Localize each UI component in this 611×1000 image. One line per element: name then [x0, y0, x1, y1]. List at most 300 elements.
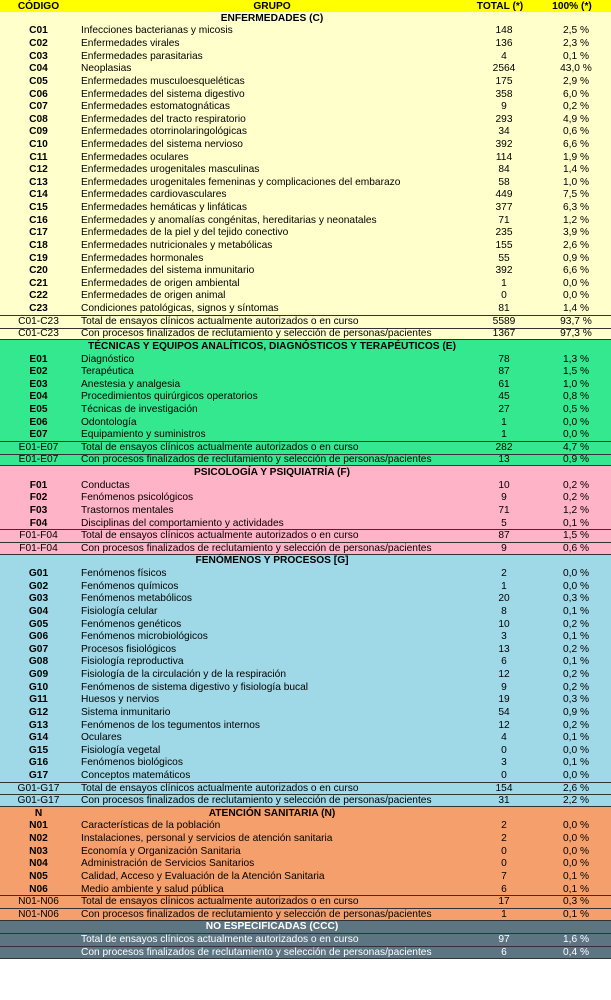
- row-total: 78: [498, 353, 510, 365]
- total-row: [0, 529, 611, 542]
- row-total: 1: [501, 580, 507, 592]
- row-total: 71: [498, 214, 510, 226]
- section-title: ATENCIÓN SANITARIA (N): [208, 807, 336, 819]
- row-group-name: Fisiología vegetal: [81, 744, 161, 756]
- row-percent: 0,0 %: [562, 580, 590, 592]
- row-group-name: Fisiología reproductiva: [81, 656, 184, 668]
- header-total: TOTAL (*): [476, 0, 524, 12]
- row-total: 54: [498, 706, 510, 718]
- row-percent: 0,0 %: [562, 429, 590, 441]
- row-group-name: Procesos fisiológicos: [81, 643, 177, 655]
- row-code: N02: [29, 833, 48, 845]
- header-codigo: CÓDIGO: [17, 0, 60, 12]
- row-code: C12: [29, 164, 48, 176]
- row-group-name: Enfermedades de origen animal: [81, 290, 226, 302]
- row-percent: 1,5 %: [562, 366, 590, 378]
- row-group-name: Fenómenos químicos: [81, 580, 179, 592]
- row-group-name: Conceptos matemáticos: [81, 769, 191, 781]
- row-group-name: Instalaciones, personal y servicios de atención sanitaria: [81, 833, 333, 845]
- row-code: G16: [28, 757, 49, 769]
- row-percent: 6,6 %: [562, 138, 590, 150]
- total-code: C01-C23: [18, 315, 59, 327]
- table-row: [0, 214, 611, 227]
- row-group-name: Enfermedades de la piel y del tejido conectivo: [81, 227, 289, 239]
- row-total: 20: [498, 593, 510, 605]
- row-percent: 43,0 %: [560, 63, 592, 75]
- row-total: 155: [495, 239, 513, 251]
- row-code: F02: [29, 492, 48, 504]
- row-code: C04: [29, 63, 48, 75]
- row-percent: 0,9 %: [562, 252, 590, 264]
- row-code: N01: [29, 820, 48, 832]
- total-value: 154: [495, 782, 513, 794]
- row-code: C21: [29, 277, 48, 289]
- section-title: NO ESPECIFICADAS (CCC): [205, 921, 339, 933]
- row-group-name: Enfermedades oculares: [81, 151, 189, 163]
- row-percent: 1,3 %: [562, 353, 590, 365]
- row-percent: 2,5 %: [562, 25, 590, 37]
- row-total: 34: [498, 126, 510, 138]
- total-code: E01-E07: [18, 454, 59, 466]
- row-group-name: Enfermedades del sistema inmunitario: [81, 265, 255, 277]
- row-group-name: Enfermedades del tracto respiratorio: [81, 113, 246, 125]
- row-total: 3: [501, 757, 507, 769]
- table-row: [0, 138, 611, 151]
- row-total: 0: [501, 845, 507, 857]
- row-code: E03: [29, 378, 48, 390]
- row-percent: 0,1 %: [562, 631, 590, 643]
- row-total: 175: [495, 75, 513, 87]
- row-total: 293: [495, 113, 513, 125]
- total-percent: 1,5 %: [562, 530, 590, 542]
- table-row: [0, 75, 611, 88]
- row-total: 377: [495, 202, 513, 214]
- row-percent: 3,9 %: [562, 227, 590, 239]
- total-percent: 2,6 %: [562, 782, 590, 794]
- row-total: 4: [501, 50, 507, 62]
- row-code: G03: [28, 593, 49, 605]
- row-total: 2: [501, 568, 507, 580]
- row-percent: 6,3 %: [562, 202, 590, 214]
- row-total: 392: [495, 138, 513, 150]
- row-total: 0: [501, 290, 507, 302]
- table-row: [0, 163, 611, 176]
- row-percent: 0,2 %: [562, 492, 590, 504]
- row-percent: 2,9 %: [562, 75, 590, 87]
- total-row: [0, 315, 611, 328]
- row-code: G17: [28, 769, 49, 781]
- row-total: 4: [501, 732, 507, 744]
- row-percent: 0,1 %: [562, 656, 590, 668]
- table-row: [0, 428, 611, 441]
- row-group-name: Enfermedades cardiovasculares: [81, 189, 227, 201]
- row-total: 87: [498, 366, 510, 378]
- total-percent: 1,6 %: [562, 934, 590, 946]
- row-group-name: Sistema inmunitario: [81, 706, 171, 718]
- table-row: [0, 50, 611, 63]
- table-row: [0, 378, 611, 391]
- total-label: Total de ensayos clínicos actualmente autorizados o en curso: [81, 315, 359, 327]
- total-value: 6: [501, 946, 507, 958]
- row-code: C20: [29, 265, 48, 277]
- total-code: E01-E07: [18, 441, 59, 453]
- row-code: C03: [29, 50, 48, 62]
- row-percent: 0,2 %: [562, 669, 590, 681]
- row-total: 2564: [492, 63, 516, 75]
- row-percent: 0,1 %: [562, 883, 590, 895]
- row-total: 2: [501, 833, 507, 845]
- row-percent: 6,0 %: [562, 88, 590, 100]
- table-row: [0, 62, 611, 75]
- table-row: [0, 25, 611, 38]
- row-total: 0: [501, 769, 507, 781]
- total-value: 87: [498, 530, 510, 542]
- row-group-name: Medio ambiente y salud pública: [81, 883, 224, 895]
- row-group-name: Economía y Organización Sanitaria: [81, 845, 241, 857]
- total-percent: 0,9 %: [562, 454, 590, 466]
- row-percent: 0,0 %: [562, 568, 590, 580]
- row-percent: 0,0 %: [562, 769, 590, 781]
- row-percent: 6,6 %: [562, 265, 590, 277]
- row-group-name: Equipamiento y suministros: [81, 429, 206, 441]
- row-percent: 1,2 %: [562, 214, 590, 226]
- total-value: 13: [498, 454, 510, 466]
- row-code: G01: [28, 568, 49, 580]
- row-percent: 1,0 %: [562, 176, 590, 188]
- table-row: [0, 239, 611, 252]
- section-title-row: [0, 807, 611, 820]
- total-label: Total de ensayos clínicos actualmente autorizados o en curso: [81, 934, 359, 946]
- row-code: G07: [28, 643, 49, 655]
- row-total: 3: [501, 631, 507, 643]
- total-value: 5589: [492, 315, 516, 327]
- table-row: [0, 731, 611, 744]
- row-percent: 1,4 %: [562, 303, 590, 315]
- row-code: G12: [28, 706, 49, 718]
- row-group-name: Fenómenos psicológicos: [81, 492, 194, 504]
- row-total: 449: [495, 189, 513, 201]
- row-code: G14: [28, 732, 49, 744]
- row-percent: 0,0 %: [562, 845, 590, 857]
- row-code: C06: [29, 88, 48, 100]
- total-code: C01-C23: [18, 328, 59, 340]
- total-label: Con procesos finalizados de reclutamiento y selección de personas/pacientes: [81, 542, 432, 554]
- section-title: ENFERMEDADES (C): [220, 12, 324, 24]
- table-row: [0, 593, 611, 606]
- row-group-name: Calidad, Acceso y Evaluación de la Atención Sanitaria: [81, 870, 325, 882]
- row-code: C19: [29, 252, 48, 264]
- row-code: G10: [28, 681, 49, 693]
- table-row: [0, 290, 611, 303]
- row-group-name: Enfermedades de origen ambiental: [81, 277, 240, 289]
- row-percent: 0,1 %: [562, 732, 590, 744]
- table-row: [0, 681, 611, 694]
- row-group-name: Fenómenos físicos: [81, 568, 167, 580]
- row-code: C10: [29, 138, 48, 150]
- total-code: G01-G17: [17, 795, 60, 807]
- table-row: [0, 391, 611, 404]
- total-label: Con procesos finalizados de reclutamiento y selección de personas/pacientes: [81, 328, 432, 340]
- table-row: [0, 883, 611, 896]
- row-group-name: Fisiología de la circulación y de la respiración: [81, 669, 286, 681]
- row-group-name: Fenómenos de los tegumentos internos: [81, 719, 260, 731]
- table-row: [0, 706, 611, 719]
- table-row: [0, 37, 611, 50]
- table-row: [0, 845, 611, 858]
- row-percent: 0,2 %: [562, 479, 590, 491]
- row-total: 6: [501, 656, 507, 668]
- row-code: C23: [29, 303, 48, 315]
- row-code: G02: [28, 580, 49, 592]
- section-title-row: [0, 340, 611, 353]
- row-code: C07: [29, 101, 48, 113]
- table-row: [0, 643, 611, 656]
- row-total: 9: [501, 101, 507, 113]
- row-total: 148: [495, 25, 513, 37]
- header-grupo: GRUPO: [253, 0, 291, 12]
- table-row: [0, 492, 611, 505]
- total-label: Con procesos finalizados de reclutamiento y selección de personas/pacientes: [81, 454, 432, 466]
- row-code: G04: [28, 605, 49, 617]
- row-code: C09: [29, 126, 48, 138]
- row-total: 1: [501, 416, 507, 428]
- total-percent: 97,3 %: [560, 328, 592, 340]
- table-row: [0, 580, 611, 593]
- row-total: 235: [495, 227, 513, 239]
- table-row: [0, 668, 611, 681]
- row-percent: 7,5 %: [562, 189, 590, 201]
- table-row: [0, 403, 611, 416]
- table-row: [0, 630, 611, 643]
- row-total: 13: [498, 643, 510, 655]
- row-percent: 0,8 %: [562, 391, 590, 403]
- total-percent: 0,1 %: [562, 908, 590, 920]
- row-total: 10: [498, 479, 510, 491]
- table-row: [0, 353, 611, 366]
- table-row: [0, 302, 611, 315]
- row-total: 12: [498, 719, 510, 731]
- table-row: [0, 479, 611, 492]
- total-percent: 0,4 %: [562, 946, 590, 958]
- row-code: C15: [29, 202, 48, 214]
- row-code: E01: [29, 353, 48, 365]
- row-code: C05: [29, 75, 48, 87]
- total-label: Con procesos finalizados de reclutamiento y selección de personas/pacientes: [81, 795, 432, 807]
- row-group-name: Fisiología celular: [81, 605, 158, 617]
- row-group-name: Fenómenos de sistema digestivo y fisiología bucal: [81, 681, 309, 693]
- row-total: 136: [495, 38, 513, 50]
- table-row: [0, 567, 611, 580]
- row-total: 7: [501, 870, 507, 882]
- section-title-row: [0, 921, 611, 934]
- total-code: N01-N06: [18, 896, 59, 908]
- total-value: 282: [495, 441, 513, 453]
- total-percent: 2,2 %: [562, 795, 590, 807]
- table-row: [0, 719, 611, 732]
- row-percent: 0,0 %: [562, 290, 590, 302]
- row-code: G13: [28, 719, 49, 731]
- row-percent: 0,1 %: [562, 870, 590, 882]
- total-code: G01-G17: [17, 782, 60, 794]
- table-row: [0, 517, 611, 530]
- row-group-name: Huesos y nervios: [81, 694, 160, 706]
- row-code: E06: [29, 416, 48, 428]
- total-percent: 4,7 %: [562, 441, 590, 453]
- table-row: [0, 744, 611, 757]
- row-group-name: Enfermedades del sistema nervioso: [81, 138, 243, 150]
- row-group-name: Enfermedades hemáticas y linfáticas: [81, 202, 247, 214]
- row-group-name: Odontología: [81, 416, 137, 428]
- table-row: [0, 870, 611, 883]
- row-percent: 0,1 %: [562, 605, 590, 617]
- row-percent: 0,3 %: [562, 694, 590, 706]
- total-value: 97: [498, 934, 510, 946]
- section-title: PSICOLOGÍA Y PSIQUIATRÍA (F): [193, 467, 351, 479]
- total-row: [0, 441, 611, 454]
- total-code: F01-F04: [19, 530, 58, 542]
- row-group-name: Condiciones patológicas, signos y síntomas: [81, 303, 279, 315]
- row-total: 6: [501, 883, 507, 895]
- row-group-name: Fenómenos biológicos: [81, 757, 183, 769]
- table-row: [0, 88, 611, 101]
- table-row: [0, 100, 611, 113]
- row-group-name: Fenómenos genéticos: [81, 618, 182, 630]
- row-percent: 2,3 %: [562, 38, 590, 50]
- total-value: 31: [498, 795, 510, 807]
- row-total: 0: [501, 744, 507, 756]
- row-group-name: Infecciones bacterianas y micosis: [81, 25, 233, 37]
- row-code: F04: [29, 517, 48, 529]
- row-group-name: Neoplasias: [81, 63, 132, 75]
- row-percent: 0,3 %: [562, 593, 590, 605]
- section-title-row: [0, 555, 611, 568]
- row-code: C16: [29, 214, 48, 226]
- row-code: E05: [29, 404, 48, 416]
- row-code: G09: [28, 669, 49, 681]
- row-percent: 4,9 %: [562, 113, 590, 125]
- row-code: C02: [29, 38, 48, 50]
- row-percent: 0,2 %: [562, 681, 590, 693]
- row-percent: 0,5 %: [562, 404, 590, 416]
- row-percent: 0,0 %: [562, 416, 590, 428]
- row-code: F03: [29, 504, 48, 516]
- row-group-name: Enfermedades nutricionales y metabólicas: [81, 239, 273, 251]
- table-row: [0, 858, 611, 871]
- row-group-name: Enfermedades musculoesqueléticas: [81, 75, 245, 87]
- section-separator: [0, 958, 611, 959]
- row-total: 5: [501, 517, 507, 529]
- table-row: [0, 416, 611, 429]
- row-percent: 0,1 %: [562, 50, 590, 62]
- table-row: [0, 832, 611, 845]
- row-percent: 0,0 %: [562, 833, 590, 845]
- total-label: Total de ensayos clínicos actualmente autorizados o en curso: [81, 782, 359, 794]
- row-percent: 0,2 %: [562, 643, 590, 655]
- row-total: 8: [501, 605, 507, 617]
- total-label: Total de ensayos clínicos actualmente autorizados o en curso: [81, 896, 359, 908]
- total-value: 17: [498, 896, 510, 908]
- row-code: E07: [29, 429, 48, 441]
- table-row: [0, 504, 611, 517]
- row-percent: 0,0 %: [562, 277, 590, 289]
- section-title-row: [0, 12, 611, 25]
- row-group-name: Enfermedades hormonales: [81, 252, 204, 264]
- row-code: C13: [29, 176, 48, 188]
- row-group-name: Anestesia y analgesia: [81, 378, 181, 390]
- total-value: 1367: [492, 328, 516, 340]
- table-row: [0, 618, 611, 631]
- total-percent: 93,7 %: [560, 315, 592, 327]
- total-value: 9: [501, 542, 507, 554]
- row-group-name: Enfermedades del sistema digestivo: [81, 88, 245, 100]
- section-title-code: N: [34, 807, 43, 819]
- row-code: G15: [28, 744, 49, 756]
- row-group-name: Terapéutica: [81, 366, 134, 378]
- row-code: G08: [28, 656, 49, 668]
- row-percent: 1,9 %: [562, 151, 590, 163]
- table-row: [0, 176, 611, 189]
- row-group-name: Técnicas de investigación: [81, 404, 198, 416]
- row-group-name: Diagnóstico: [81, 353, 135, 365]
- row-group-name: Enfermedades virales: [81, 38, 180, 50]
- row-total: 1: [501, 277, 507, 289]
- row-group-name: Fenómenos metabólicos: [81, 593, 192, 605]
- total-row: [0, 782, 611, 795]
- header-pct: 100% (*): [552, 0, 592, 12]
- row-total: 9: [501, 492, 507, 504]
- row-percent: 0,1 %: [562, 517, 590, 529]
- table-row: [0, 820, 611, 833]
- row-group-name: Enfermedades y anomalías congénitas, hereditarias y neonatales: [81, 214, 377, 226]
- table-header: [0, 0, 611, 12]
- table-row: [0, 252, 611, 265]
- total-percent: 0,6 %: [562, 542, 590, 554]
- row-code: N03: [29, 845, 48, 857]
- row-group-name: Enfermedades urogenitales femeninas y complicaciones del embarazo: [81, 176, 401, 188]
- table-row: [0, 126, 611, 139]
- table-row: [0, 365, 611, 378]
- row-group-name: Características de la población: [81, 820, 221, 832]
- row-percent: 0,2 %: [562, 618, 590, 630]
- row-total: 114: [495, 151, 513, 163]
- row-percent: 0,9 %: [562, 706, 590, 718]
- row-code: C17: [29, 227, 48, 239]
- row-total: 9: [501, 681, 507, 693]
- section-title: FENÓMENOS Y PROCESOS [G]: [195, 555, 349, 567]
- row-percent: 0,6 %: [562, 126, 590, 138]
- table-row: [0, 757, 611, 770]
- row-code: F01: [29, 479, 48, 491]
- section-title-row: [0, 466, 611, 479]
- row-total: 0: [501, 858, 507, 870]
- row-total: 19: [498, 694, 510, 706]
- row-code: C11: [29, 151, 48, 163]
- row-total: 1: [501, 429, 507, 441]
- total-percent: 0,3 %: [562, 896, 590, 908]
- total-label: Con procesos finalizados de reclutamiento y selección de personas/pacientes: [81, 908, 432, 920]
- row-group-name: Enfermedades urogenitales masculinas: [81, 164, 260, 176]
- total-label: Con procesos finalizados de reclutamiento y selección de personas/pacientes: [81, 946, 432, 958]
- row-code: C01: [29, 25, 48, 37]
- row-total: 45: [498, 391, 510, 403]
- row-percent: 0,2 %: [562, 101, 590, 113]
- row-total: 12: [498, 669, 510, 681]
- table-row: [0, 113, 611, 126]
- total-label: Total de ensayos clínicos actualmente autorizados o en curso: [81, 530, 359, 542]
- total-code: N01-N06: [18, 908, 59, 920]
- row-total: 392: [495, 265, 513, 277]
- row-total: 58: [498, 176, 510, 188]
